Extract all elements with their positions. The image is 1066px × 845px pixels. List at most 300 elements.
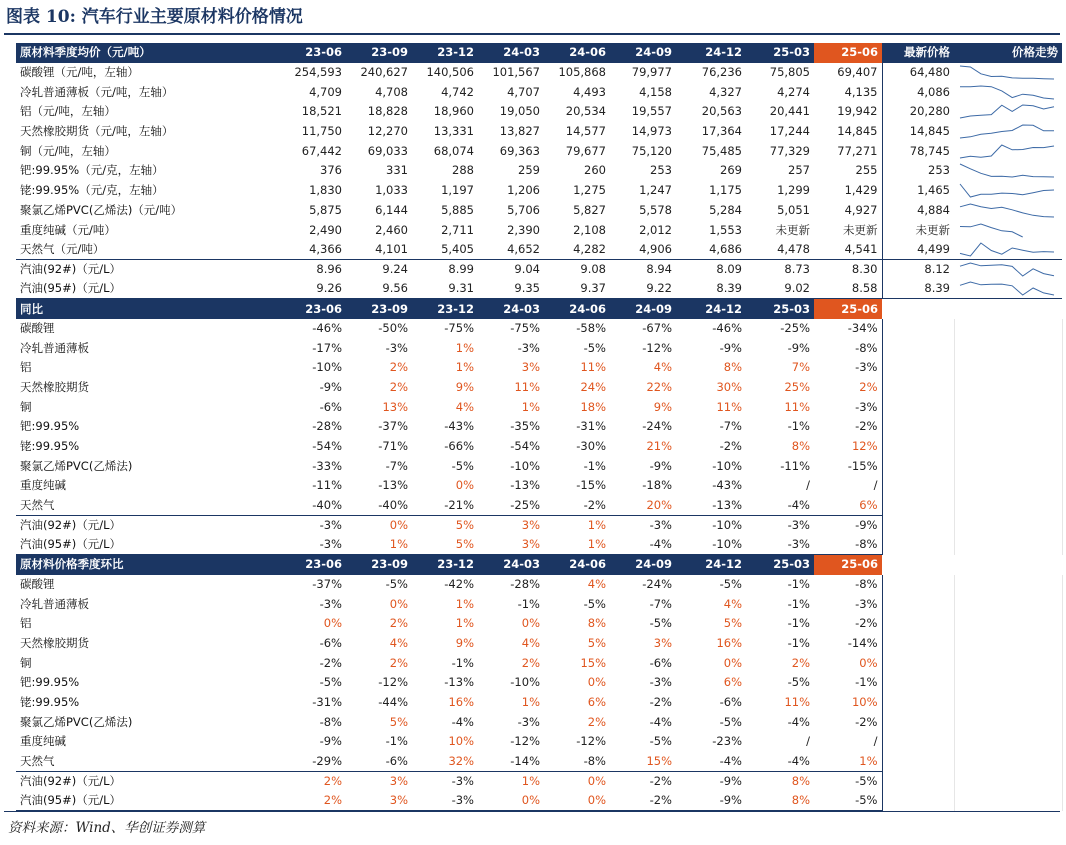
value-cell: -54% xyxy=(312,439,342,454)
value-cell: 9.24 xyxy=(346,260,412,280)
value-cell: -50% xyxy=(378,320,408,335)
value-cell: 9% xyxy=(455,635,474,650)
table-row xyxy=(16,791,1062,811)
value-cell: -10% xyxy=(510,675,540,690)
value-cell: -17% xyxy=(312,340,342,355)
value-cell: 8.58 xyxy=(814,279,882,299)
price-trend-sparkline xyxy=(958,280,1056,297)
value-cell: -46% xyxy=(712,320,742,335)
value-cell: 5,827 xyxy=(573,202,606,217)
price-trend-cell xyxy=(954,279,1062,299)
sparkline-line xyxy=(960,224,1023,237)
price-trend-header: 价格走势 xyxy=(954,43,1062,63)
value-cell: -6% xyxy=(319,635,342,650)
value-cell: -1% xyxy=(787,635,810,650)
value-cell: -9% xyxy=(787,340,810,355)
column-header: 25-06 xyxy=(814,555,882,575)
empty-cell xyxy=(882,338,954,358)
value-cell: 17,364 xyxy=(701,124,742,139)
value-cell: 16% xyxy=(716,635,742,650)
value-cell: -3% xyxy=(610,516,676,536)
value-cell: 0% xyxy=(478,791,544,811)
value-cell: -5% xyxy=(451,458,474,473)
price-trend-sparkline xyxy=(958,64,1056,81)
value-cell: -3% xyxy=(649,675,672,690)
value-cell: 1% xyxy=(455,360,474,375)
value-cell: 7% xyxy=(791,360,810,375)
empty-cell xyxy=(882,673,954,693)
price-trend-sparkline xyxy=(958,202,1056,219)
row-label: 天然橡胶期货 xyxy=(20,635,89,650)
value-cell: -21% xyxy=(444,497,474,512)
value-cell: -3% xyxy=(264,535,346,555)
latest-price-cell: 4,086 xyxy=(917,84,950,99)
empty-cell xyxy=(882,476,954,496)
value-cell: 4,493 xyxy=(573,84,606,99)
raw-material-price-table xyxy=(16,43,1063,811)
value-cell: -25% xyxy=(510,497,540,512)
value-cell: 11% xyxy=(784,695,810,710)
table-row xyxy=(16,397,1062,417)
value-cell: 2% xyxy=(389,360,408,375)
value-cell: 9% xyxy=(653,399,672,414)
row-label: 汽油(92#)（元/L） xyxy=(16,771,264,791)
value-cell: 2,390 xyxy=(507,222,540,237)
price-trend-cell xyxy=(954,141,1062,161)
value-cell: 2% xyxy=(814,378,882,398)
empty-cell xyxy=(954,594,1062,614)
column-header: 23-12 xyxy=(412,299,478,319)
value-cell: 0% xyxy=(521,616,540,631)
value-cell: -6% xyxy=(649,655,672,670)
empty-cell xyxy=(882,791,954,811)
price-trend-sparkline xyxy=(958,162,1056,179)
value-cell: -67% xyxy=(642,320,672,335)
value-cell: 0% xyxy=(544,791,610,811)
value-cell: -8% xyxy=(814,338,882,358)
sparkline-line xyxy=(960,66,1054,79)
value-cell: 4,327 xyxy=(709,84,742,99)
latest-price-cell: 未更新 xyxy=(915,222,950,237)
value-cell: 14,577 xyxy=(565,124,606,139)
value-cell: -6% xyxy=(385,753,408,768)
empty-cell xyxy=(954,614,1062,634)
value-cell: 32% xyxy=(448,753,474,768)
value-cell: 9.02 xyxy=(746,279,814,299)
value-cell: -5% xyxy=(385,576,408,591)
column-header: 23-06 xyxy=(264,299,346,319)
value-cell: 1% xyxy=(478,771,544,791)
value-cell: 4,927 xyxy=(814,201,882,221)
value-cell: 5% xyxy=(389,714,408,729)
column-header: 25-03 xyxy=(746,555,814,575)
title-rule xyxy=(4,33,1060,35)
value-cell: -29% xyxy=(312,753,342,768)
value-cell: 1,175 xyxy=(709,183,742,198)
value-cell: 2% xyxy=(791,655,810,670)
value-cell: -1% xyxy=(451,655,474,670)
value-cell: -2% xyxy=(583,497,606,512)
row-label: 钯:99.95%（元/克，左轴） xyxy=(20,163,164,178)
value-cell: 2% xyxy=(264,771,346,791)
column-header: 24-12 xyxy=(676,43,746,63)
value-cell: 18,960 xyxy=(433,104,474,119)
value-cell: 288 xyxy=(452,163,474,178)
value-cell: 25% xyxy=(784,380,810,395)
value-cell: 1,830 xyxy=(309,183,342,198)
value-cell: 19,942 xyxy=(814,102,882,122)
value-cell: -8% xyxy=(583,753,606,768)
empty-cell xyxy=(954,378,1062,398)
value-cell: 20,534 xyxy=(565,104,606,119)
value-cell: 8.73 xyxy=(746,260,814,280)
column-header: 24-06 xyxy=(544,555,610,575)
section-header-row xyxy=(16,555,1062,575)
column-header: 23-06 xyxy=(264,555,346,575)
column-header: 24-09 xyxy=(610,555,676,575)
value-cell: 8% xyxy=(587,616,606,631)
value-cell: 4,274 xyxy=(777,84,810,99)
value-cell: 0% xyxy=(544,771,610,791)
row-label: 铜（元/吨，左轴） xyxy=(20,143,116,158)
value-cell: -8% xyxy=(814,535,882,555)
value-cell: -5% xyxy=(814,771,882,791)
price-trend-sparkline xyxy=(958,241,1056,258)
table-row xyxy=(16,476,1062,496)
column-header: 24-12 xyxy=(676,555,746,575)
value-cell: 3% xyxy=(521,360,540,375)
value-cell: 257 xyxy=(788,163,810,178)
price-trend-sparkline xyxy=(958,222,1056,239)
value-cell: -15% xyxy=(576,478,606,493)
latest-price-header: 最新价格 xyxy=(882,43,954,63)
value-cell: 0% xyxy=(814,653,882,673)
value-cell: 24% xyxy=(580,380,606,395)
value-cell: 3% xyxy=(478,535,544,555)
latest-price-cell: 8.12 xyxy=(882,260,954,280)
value-cell: -9% xyxy=(719,340,742,355)
column-header: 23-09 xyxy=(346,299,412,319)
value-cell: -10% xyxy=(676,535,746,555)
value-cell: -9% xyxy=(814,516,882,536)
value-cell: 69,033 xyxy=(367,143,408,158)
row-label: 天然橡胶期货 xyxy=(20,380,89,395)
value-cell: -5% xyxy=(719,714,742,729)
column-header: 24-09 xyxy=(610,299,676,319)
value-cell: 8.09 xyxy=(676,260,746,280)
value-cell: -6% xyxy=(319,399,342,414)
value-cell: 12% xyxy=(814,437,882,457)
value-cell: 75,805 xyxy=(769,65,810,80)
value-cell: -3% xyxy=(385,340,408,355)
empty-cell xyxy=(882,712,954,732)
table-row xyxy=(16,712,1062,732)
table-row xyxy=(16,437,1062,457)
value-cell: 3% xyxy=(478,516,544,536)
latest-price-cell: 253 xyxy=(928,163,950,178)
value-cell: -5% xyxy=(719,576,742,591)
value-cell: 4% xyxy=(653,360,672,375)
value-cell: -5% xyxy=(649,616,672,631)
column-header: 23-06 xyxy=(264,43,346,63)
value-cell: -42% xyxy=(444,576,474,591)
value-cell: -44% xyxy=(378,695,408,710)
value-cell: 1% xyxy=(544,535,610,555)
value-cell: 11% xyxy=(580,360,606,375)
value-cell: -3% xyxy=(517,714,540,729)
value-cell: 0% xyxy=(723,655,742,670)
table-row xyxy=(16,575,1062,595)
table-row xyxy=(16,535,1062,555)
table-row xyxy=(16,279,1062,299)
price-trend-cell xyxy=(954,102,1062,122)
value-cell: 3% xyxy=(346,791,412,811)
value-cell: 8% xyxy=(791,439,810,454)
value-cell: -4% xyxy=(787,714,810,729)
value-cell: 8.99 xyxy=(412,260,478,280)
row-label: 汽油(92#)（元/L） xyxy=(16,516,264,536)
empty-cell xyxy=(954,732,1062,752)
value-cell: 1,247 xyxy=(639,183,672,198)
row-label: 聚氯乙烯PVC(乙烯法) xyxy=(20,458,133,473)
section-header-row xyxy=(16,43,1062,63)
value-cell: 4% xyxy=(389,635,408,650)
value-cell: 9.56 xyxy=(346,279,412,299)
table-row xyxy=(16,653,1062,673)
column-header: 24-09 xyxy=(610,43,676,63)
value-cell: -1% xyxy=(787,576,810,591)
value-cell: 10% xyxy=(814,693,882,713)
value-cell: -4% xyxy=(719,753,742,768)
value-cell: -8% xyxy=(814,575,882,595)
price-trend-cell xyxy=(954,82,1062,102)
row-label: 天然橡胶期货（元/吨，左轴） xyxy=(20,124,174,139)
value-cell: 9.37 xyxy=(544,279,610,299)
column-header: 25-06 xyxy=(814,43,882,63)
value-cell: 9.04 xyxy=(478,260,544,280)
value-cell: 2% xyxy=(587,714,606,729)
empty-cell xyxy=(882,378,954,398)
value-cell: -10% xyxy=(676,516,746,536)
latest-price-cell: 64,480 xyxy=(909,65,950,80)
empty-cell xyxy=(882,653,954,673)
value-cell: 5% xyxy=(587,635,606,650)
value-cell: 4,652 xyxy=(507,241,540,256)
value-cell: -2% xyxy=(610,791,676,811)
price-trend-cell xyxy=(954,220,1062,240)
price-trend-cell xyxy=(954,122,1062,142)
row-label: 汽油(95#)（元/L） xyxy=(16,791,264,811)
row-label: 汽油(95#)（元/L） xyxy=(16,535,264,555)
section-header-label: 同比 xyxy=(16,299,264,319)
row-label: 重度纯碱 xyxy=(20,734,66,749)
value-cell: / xyxy=(806,478,810,493)
value-cell: 11% xyxy=(716,399,742,414)
value-cell: -1% xyxy=(787,596,810,611)
value-cell: -11% xyxy=(312,478,342,493)
value-cell: -3% xyxy=(517,340,540,355)
column-header: 23-09 xyxy=(346,555,412,575)
latest-price-cell: 4,884 xyxy=(917,202,950,217)
row-label: 天然气 xyxy=(20,497,55,512)
value-cell: -14% xyxy=(814,634,882,654)
row-label: 钯:99.95% xyxy=(20,675,80,690)
empty-cell xyxy=(954,397,1062,417)
sparkline-line xyxy=(960,282,1054,295)
value-cell: 2% xyxy=(264,791,346,811)
value-cell: 4,709 xyxy=(309,84,342,99)
value-cell: -14% xyxy=(510,753,540,768)
section-header-row xyxy=(16,299,1062,319)
table-row xyxy=(16,181,1062,201)
value-cell: 0% xyxy=(346,516,412,536)
price-trend-cell xyxy=(954,63,1062,83)
value-cell: 259 xyxy=(518,163,540,178)
empty-cell xyxy=(882,516,954,536)
value-cell: 101,567 xyxy=(492,65,540,80)
value-cell: -34% xyxy=(814,319,882,339)
empty-cell xyxy=(954,673,1062,693)
column-header: 25-03 xyxy=(746,299,814,319)
table-row xyxy=(16,161,1062,181)
table-row xyxy=(16,358,1062,378)
value-cell: 2,460 xyxy=(375,222,408,237)
source-rule xyxy=(4,811,1060,812)
empty-cell xyxy=(954,358,1062,378)
table-row xyxy=(16,63,1062,83)
row-label: 天然气 xyxy=(20,753,55,768)
value-cell: -4% xyxy=(649,714,672,729)
value-cell: -3% xyxy=(264,516,346,536)
empty-cell xyxy=(882,614,954,634)
value-cell: 30% xyxy=(716,380,742,395)
value-cell: 4% xyxy=(521,635,540,650)
value-cell: -5% xyxy=(583,340,606,355)
value-cell: -31% xyxy=(576,419,606,434)
value-cell: -3% xyxy=(319,596,342,611)
value-cell: -12% xyxy=(510,734,540,749)
row-label: 铜 xyxy=(20,655,32,670)
table-row xyxy=(16,338,1062,358)
empty-cell xyxy=(954,771,1062,791)
value-cell: 77,329 xyxy=(769,143,810,158)
column-header: 24-03 xyxy=(478,299,544,319)
value-cell: 9.22 xyxy=(610,279,676,299)
empty-cell xyxy=(954,752,1062,772)
value-cell: 1% xyxy=(455,596,474,611)
empty-cell xyxy=(954,476,1062,496)
value-cell: -37% xyxy=(312,576,342,591)
value-cell: 6% xyxy=(587,695,606,710)
empty-cell xyxy=(954,456,1062,476)
value-cell: -3% xyxy=(814,594,882,614)
value-cell: 1,033 xyxy=(375,183,408,198)
value-cell: 2,012 xyxy=(639,222,672,237)
empty-cell xyxy=(954,417,1062,437)
column-header: 24-03 xyxy=(478,43,544,63)
value-cell: 5,051 xyxy=(777,202,810,217)
table-row xyxy=(16,122,1062,142)
empty-cell xyxy=(954,791,1062,811)
value-cell: 2,490 xyxy=(309,222,342,237)
value-cell: 6% xyxy=(723,675,742,690)
value-cell: -37% xyxy=(378,419,408,434)
table-row xyxy=(16,771,1062,791)
empty-cell xyxy=(882,752,954,772)
value-cell: 69,407 xyxy=(814,63,882,83)
column-header: 24-06 xyxy=(544,43,610,63)
row-label: 冷轧普通薄板 xyxy=(20,340,89,355)
value-cell: 5,578 xyxy=(639,202,672,217)
empty-cell xyxy=(882,594,954,614)
value-cell: 6,144 xyxy=(375,202,408,217)
empty-cell xyxy=(882,535,954,555)
value-cell: -3% xyxy=(814,358,882,378)
value-cell: 75,120 xyxy=(631,143,672,158)
value-cell: 4,708 xyxy=(375,84,408,99)
value-cell: -11% xyxy=(780,458,810,473)
value-cell: 2% xyxy=(389,380,408,395)
table-row xyxy=(16,614,1062,634)
value-cell: 5,405 xyxy=(441,241,474,256)
value-cell: 1% xyxy=(814,752,882,772)
value-cell: -30% xyxy=(576,439,606,454)
blank-header-cell xyxy=(882,555,954,575)
empty-cell xyxy=(954,338,1062,358)
value-cell: 20,441 xyxy=(769,104,810,119)
value-cell: 1% xyxy=(455,616,474,631)
sparkline-line xyxy=(960,263,1054,276)
row-label: 铜 xyxy=(20,399,32,414)
table-row xyxy=(16,634,1062,654)
value-cell: 0% xyxy=(587,675,606,690)
value-cell: 6% xyxy=(814,496,882,516)
value-cell: 8% xyxy=(746,771,814,791)
value-cell: 68,074 xyxy=(433,143,474,158)
column-header: 25-03 xyxy=(746,43,814,63)
column-header: 23-12 xyxy=(412,555,478,575)
value-cell: 1% xyxy=(521,695,540,710)
empty-cell xyxy=(954,634,1062,654)
value-cell: 3% xyxy=(653,635,672,650)
value-cell: 17,244 xyxy=(769,124,810,139)
value-cell: -2% xyxy=(814,614,882,634)
value-cell: / xyxy=(814,732,882,752)
sparkline-line xyxy=(960,184,1054,197)
value-cell: 269 xyxy=(720,163,742,178)
value-cell: -12% xyxy=(378,675,408,690)
value-cell: -40% xyxy=(312,497,342,512)
row-label: 冷轧普通薄板（元/吨，左轴） xyxy=(20,84,174,99)
table-row xyxy=(16,732,1062,752)
value-cell: 18,828 xyxy=(367,104,408,119)
value-cell: -4% xyxy=(787,497,810,512)
empty-cell xyxy=(954,437,1062,457)
value-cell: -5% xyxy=(814,791,882,811)
value-cell: -23% xyxy=(712,734,742,749)
value-cell: 376 xyxy=(320,163,342,178)
value-cell: -13% xyxy=(444,675,474,690)
value-cell: -9% xyxy=(319,734,342,749)
empty-cell xyxy=(882,496,954,516)
value-cell: 240,627 xyxy=(360,65,408,80)
table-row xyxy=(16,417,1062,437)
value-cell: 20% xyxy=(646,497,672,512)
row-label: 碳酸锂 xyxy=(20,320,55,335)
row-label: 重度纯碱 xyxy=(20,478,66,493)
value-cell: -9% xyxy=(676,791,746,811)
value-cell: 69,363 xyxy=(499,143,540,158)
